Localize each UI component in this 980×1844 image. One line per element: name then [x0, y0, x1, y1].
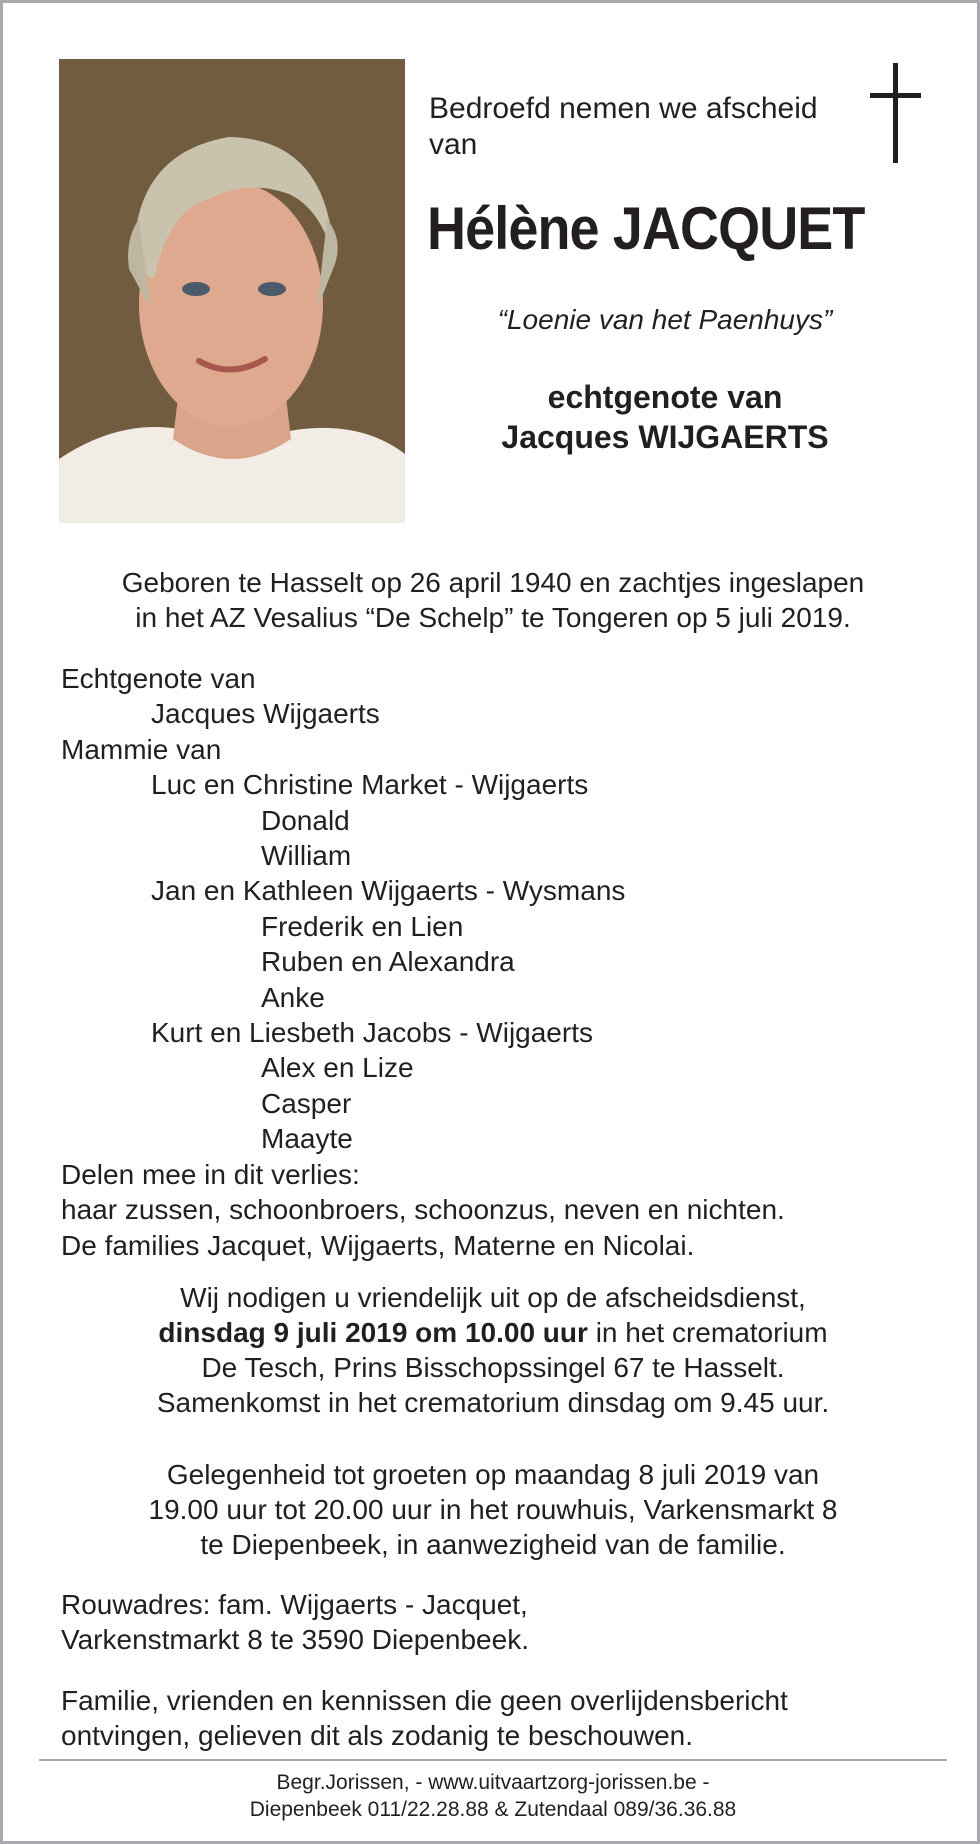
family-line: De families Jacquet, Wijgaerts, Materne en Nicolai. [61, 1229, 695, 1261]
ceremony-date: dinsdag 9 juli 2019 om 10.00 uur [158, 1317, 588, 1348]
spouse-block [405, 377, 925, 457]
invitation-date-line [43, 1315, 943, 1350]
address-line: Varkenstmarkt 8 te 3590 Diepenbeek. [61, 1624, 529, 1655]
family-line: Alex en Lize [261, 1052, 414, 1084]
family-line: Echtgenote van [61, 663, 256, 694]
death-line: in het AZ Vesalius “De Schelp” te Tongeren op 5 juli 2019. [135, 602, 851, 633]
address-line: Rouwadres: fam. Wijgaerts - Jacquet, [61, 1589, 528, 1620]
invitation-line: Wij nodigen u vriendelijk uit op de afscheidsdienst, [180, 1282, 806, 1313]
spouse-title: echtgenote van [547, 379, 783, 415]
family-line: Mammie van [61, 733, 222, 765]
family-line: Jacques Wijgaerts [151, 698, 380, 730]
footer-divider [39, 1759, 947, 1761]
birth-death-text [43, 565, 943, 635]
visitation-line: te Diepenbeek, in aanwezigheid van de familie. [200, 1529, 786, 1560]
family-line: William [261, 840, 352, 872]
visitation-line: 19.00 uur tot 20.00 uur in het rouwhuis, Varkensmarkt 8 [148, 1494, 838, 1525]
notice-line: Familie, vrienden en kennissen die geen overlijdensbericht [61, 1685, 788, 1716]
family-line: Anke [261, 981, 325, 1013]
ceremony-location-intro: in het crematorium [587, 1317, 828, 1348]
family-line: Casper [261, 1087, 352, 1119]
nickname: “Loenie van het Paenhuys” [497, 304, 833, 335]
notice-text [61, 1683, 961, 1753]
family-line: Kurt en Liesbeth Jacobs - Wijgaerts [151, 1017, 593, 1049]
family-line: Luc en Christine Market - Wijgaerts [151, 769, 589, 801]
family-list [61, 661, 961, 1263]
family-line: haar zussen, schoonbroers, schoonzus, neven en nichten. [61, 1194, 785, 1226]
deceased-name: Hélène JACQUET [427, 195, 865, 262]
birth-line: Geboren te Hasselt op 26 april 1940 en zachtjes ingeslapen [121, 567, 865, 598]
family-line: Jan en Kathleen Wijgaerts - Wysmans [151, 875, 626, 907]
mourning-address [61, 1587, 961, 1657]
family-line: Maayte [261, 1123, 353, 1155]
portrait-photo [59, 59, 405, 523]
funeral-home-footer [43, 1769, 943, 1823]
ceremony-invitation [43, 1280, 943, 1420]
family-line: Frederik en Lien [261, 910, 464, 942]
ceremony-address: De Tesch, Prins Bisschopssingel 67 te Hasselt. [201, 1352, 785, 1383]
footer-line: Begr.Jorissen, - www.uitvaartzorg-jorissen.be - [276, 1771, 710, 1794]
intro-text: Bedroefd nemen we afscheid van [429, 92, 818, 161]
spouse-name: Jacques WIJGAERTS [501, 419, 829, 455]
family-line: Donald [261, 804, 350, 836]
notice-line: ontvingen, gelieven dit als zodanig te beschouwen. [61, 1720, 693, 1751]
visitation-line: Gelegenheid tot groeten op maandag 8 juli 2019 van [166, 1459, 820, 1490]
gathering-time: Samenkomst in het crematorium dinsdag om 9.45 uur. [156, 1387, 830, 1418]
family-line: Ruben en Alexandra [261, 946, 515, 978]
visitation-text [43, 1457, 943, 1562]
family-line: Delen mee in dit verlies: [61, 1158, 360, 1190]
footer-line: Diepenbeek 011/22.28.88 & Zutendaal 089/36.36.88 [249, 1798, 737, 1821]
cross-icon [865, 63, 925, 163]
